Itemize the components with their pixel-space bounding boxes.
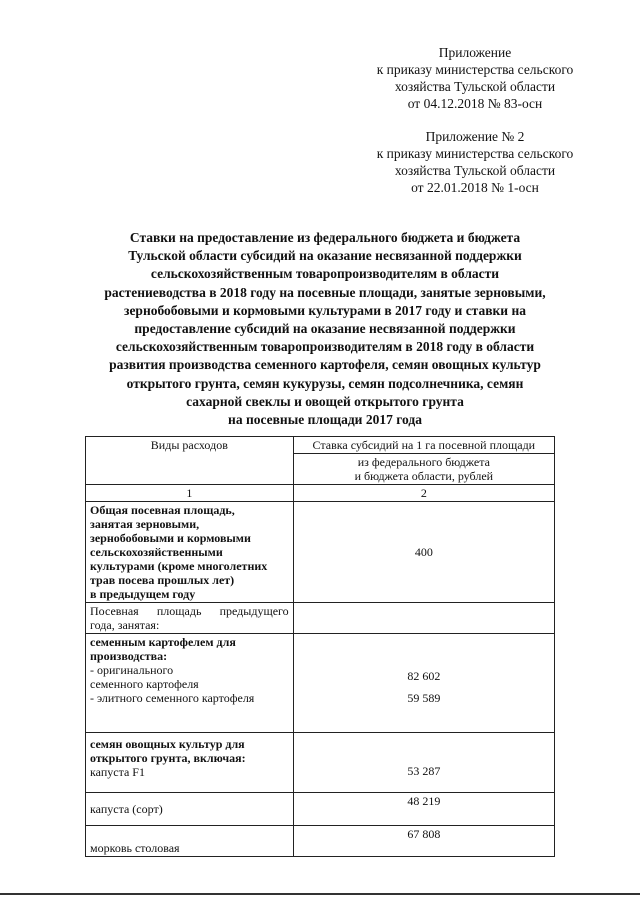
column-number-1: 1 <box>86 485 294 502</box>
value-elite-seed-potato: 59 589 <box>407 691 441 705</box>
table-row <box>86 793 555 826</box>
title-line: сахарной свеклы и овощей открытого грунта <box>186 393 464 409</box>
table-row <box>86 826 555 857</box>
row-value-table-carrot: 67 808 <box>293 826 554 857</box>
appendix-2-line: к приказу министерства сельского <box>376 146 574 161</box>
row-label-prev-year <box>86 603 294 634</box>
label-line: трав посева прошлых лет) <box>90 573 235 587</box>
rates-table <box>85 436 555 857</box>
appendix-1-line: Приложение <box>438 45 512 60</box>
label-line: в предыдущем году <box>90 587 196 601</box>
title-line: Тульской области субсидий на оказание несвязанной поддержки <box>128 248 522 264</box>
row-value-vegetable-seeds <box>293 733 554 793</box>
label-line: года, занятая: <box>90 618 160 632</box>
label-line: открытого грунта, включая: <box>90 751 246 765</box>
title-line: на посевные площади 2017 года <box>228 412 422 428</box>
header-col2-sub-line: и бюджета области, рублей <box>354 469 494 483</box>
row-label-table-carrot: морковь столовая <box>86 826 294 857</box>
row-label-total-area <box>86 502 294 603</box>
appendix-1-line: хозяйства Тульской области <box>394 79 556 94</box>
title-line: сельскохозяйственным товаропроизводителям в 2018 году в области <box>115 339 535 355</box>
label-line: зернобобовыми и кормовыми <box>90 531 251 545</box>
title-line: растениеводства в 2018 году на посевные площади, занятые зерновыми, <box>104 284 546 300</box>
row-value-cabbage-variety: 48 219 <box>293 793 554 826</box>
row-value-total-area: 400 <box>293 502 554 603</box>
table-row <box>86 603 555 634</box>
appendix-2-line: хозяйства Тульской области <box>394 163 556 178</box>
row-label-vegetable-seeds <box>86 733 294 793</box>
header-col2-sub <box>293 454 554 485</box>
document-title <box>60 229 590 429</box>
page-bottom-edge <box>0 893 640 895</box>
label-line: - оригинального <box>90 663 174 677</box>
appendix-1-line: к приказу министерства сельского <box>376 62 574 77</box>
header-row <box>86 437 555 454</box>
header-col2: Ставка субсидий на 1 га посевной площади <box>293 437 554 454</box>
appendix-block-1 <box>340 44 610 112</box>
label-line: культурами (кроме многолетних <box>90 559 268 573</box>
title-line: предоставление субсидий на оказание несвязанной поддержки <box>134 321 516 337</box>
column-number-2: 2 <box>293 485 554 502</box>
value-cabbage-f1: 53 287 <box>407 764 441 778</box>
label-line: семенного картофеля <box>90 677 199 691</box>
appendix-1-line: от 04.12.2018 № 83-осн <box>407 96 543 111</box>
title-line: открытого грунта, семян кукурузы, семян подсолнечника, семян <box>126 375 524 391</box>
label-line: - элитного семенного картофеля <box>90 691 255 705</box>
title-line: сельскохозяйственным товаропроизводителям в области <box>150 266 500 282</box>
label-line: капуста F1 <box>90 765 145 779</box>
header-col1: Виды расходов <box>86 437 294 485</box>
label-line: производства: <box>90 649 168 663</box>
row-label-cabbage-variety: капуста (сорт) <box>86 793 294 826</box>
table-row <box>86 733 555 793</box>
label-line: семенным картофелем для <box>90 635 236 649</box>
title-line: Ставки на предоставление из федерального бюджета и бюджета <box>129 230 521 245</box>
appendix-block-2 <box>340 128 610 196</box>
header-col2-sub-line: из федерального бюджета <box>357 455 490 469</box>
label-line: сельскохозяйственными <box>90 545 223 559</box>
table-row <box>86 634 555 733</box>
row-label-seed-potato <box>86 634 294 733</box>
row-value-prev-year <box>293 603 554 634</box>
label-line: Общая посевная площадь, <box>90 503 235 517</box>
row-value-seed-potato <box>293 634 554 733</box>
label-line: Посевная площадь предыдущего <box>90 604 289 618</box>
appendix-2-line: от 22.01.2018 № 1-осн <box>411 180 539 195</box>
table-row <box>86 502 555 603</box>
title-line: зернобобовыми и кормовыми культурами в 2017 году и ставки на <box>124 302 526 318</box>
title-line: развития производства семенного картофеля, семян овощных культур <box>109 357 541 373</box>
value-original-seed-potato: 82 602 <box>407 669 441 683</box>
label-line: семян овощных культур для <box>90 737 245 751</box>
number-row <box>86 485 555 502</box>
appendix-2-line: Приложение № 2 <box>425 129 525 144</box>
label-line: занятая зерновыми, <box>90 517 200 531</box>
